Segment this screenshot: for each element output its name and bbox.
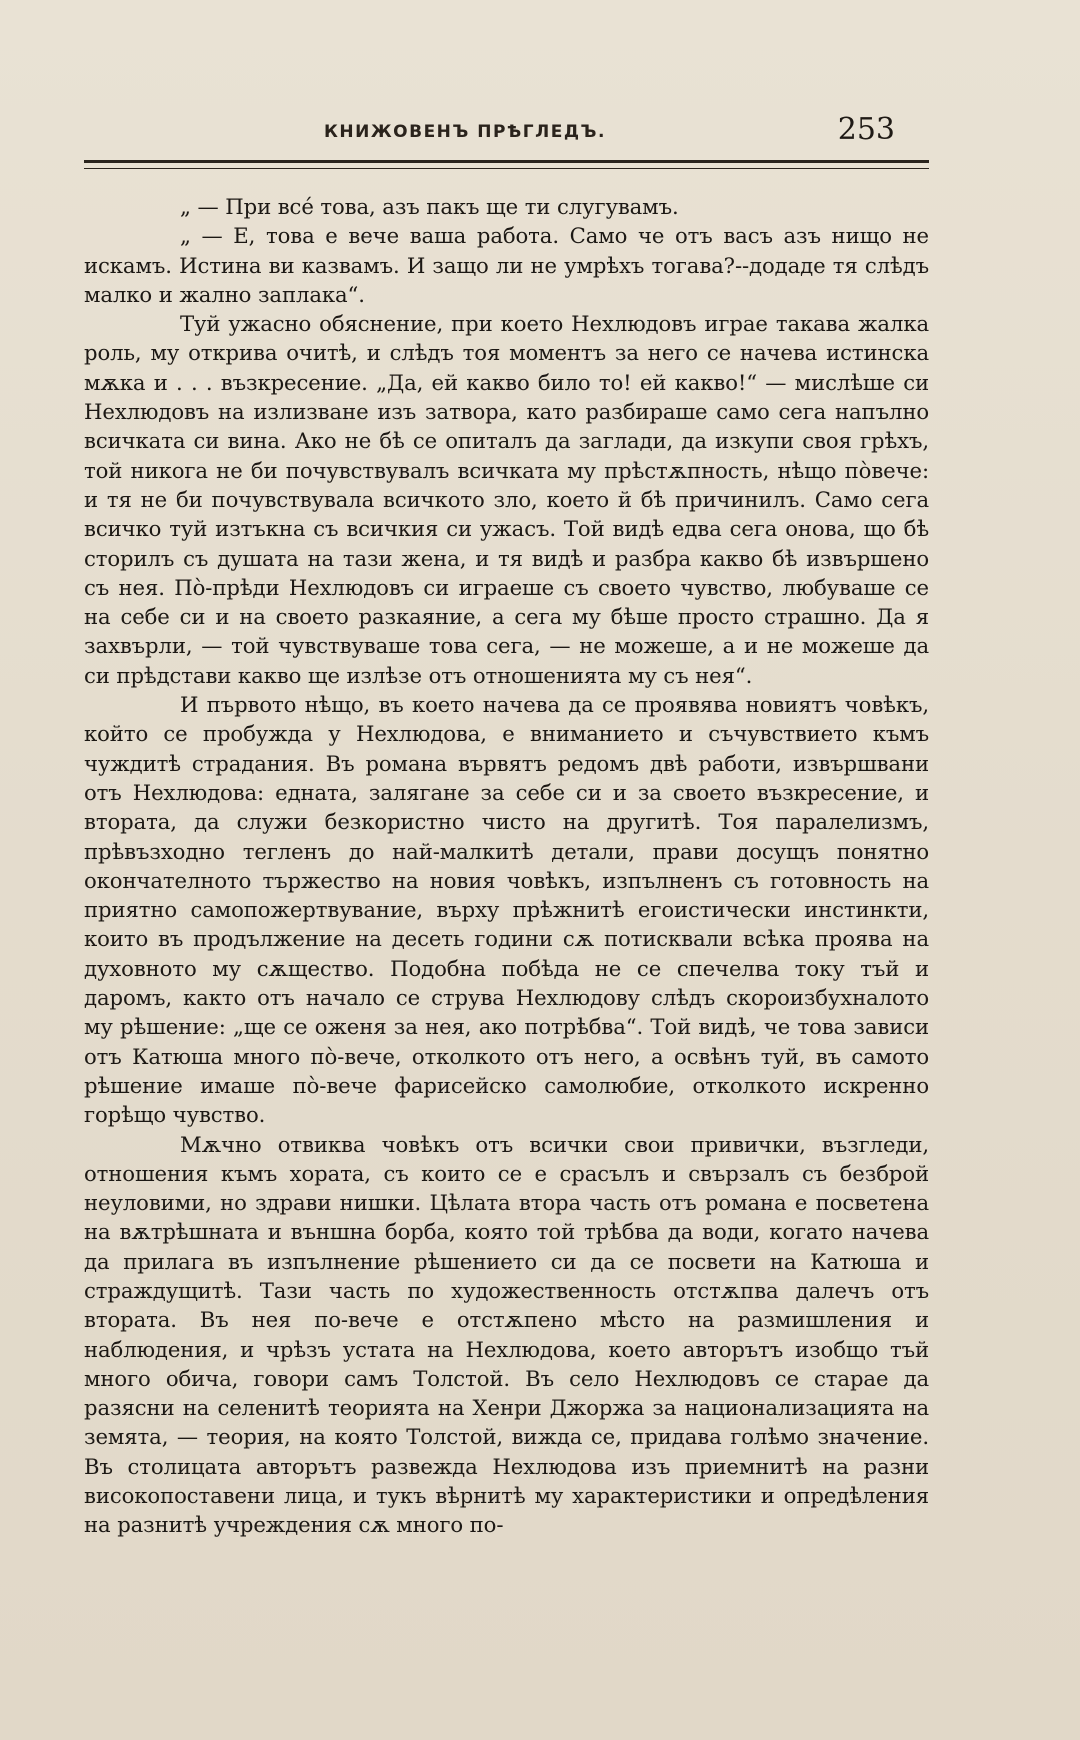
body-text <box>84 192 929 1540</box>
paragraph-1: „ — При всé това, азъ пакъ ще ти слугувамъ. <box>180 194 679 219</box>
paragraph-5: Мѫчно отвиква човѣкъ отъ всички свои привички, възгледи, отношения къмъ хората, съ които се е срасълъ и свързалъ съ безброй неуловими, но здрави нишки. Цѣлата втора часть отъ романа е посветена на вѫтрѣшната и външна борба, която той трѣбва да води, когато начева да прилага въ изпълнение рѣшението си да се посвети на Катюша и страждущитѣ. Тази часть по художественность отстѫпва далечъ отъ втората. Въ нея по-вече е отстѫпено мѣсто на размишления и наблюдения, и чрѣзъ устата на Нехлюдова, което авторътъ изобщо тъй много обича, говори самъ Толстой. Въ село Нехлюдовъ се старае да разясни на селенитѣ теорията на Хенри Джоржа за национализацията на земята, — теория, на която Толстой, вижда се, придава голѣмо значение. Въ столицата авторътъ развежда Нехлюдова изъ приемнитѣ на разни високопоставени лица, и тукъ вѣрнитѣ му характеристики и опредѣления на разнитѣ учреждения сѫ много по- <box>84 1131 929 1538</box>
page-header <box>84 112 929 156</box>
paragraph-3: Туй ужасно обяснение, при което Нехлюдовъ играе такава жалка роль, му открива очитѣ, и слѣдъ тоя моментъ за него се начева истинска мѫка и . . . възкресение. „Да, ей какво било то! ей какво!“ — мислѣше си Нехлюдовъ на излизване изъ затвора, като разбираше само сега напълно всичката си вина. Ако не бѣ се опиталъ да заглади, да изкупи своя грѣхъ, той никога не би почувствувалъ всичката му прѣстѫпность, нѣщо пòвече: и тя не би почувствувала всичкото зло, което й бѣ причинилъ. Само сега всичко туй изтъкна съ всичкия си ужасъ. Той видѣ едва сега онова, що бѣ сторилъ съ душата на тази жена, и тя видѣ и разбра какво бѣ извършено съ нея. Пò-прѣди Нехлюдовъ си играеше съ своето чувство, любуваше се на себе си и на своето разкаяние, а сега му бѣше просто страшно. Да я захвърли, — той чувствуваше това сега, — не можеше, а и не можеше да си прѣдстави какво ще излѣзе отъ отношенията му съ нея“. <box>84 311 929 688</box>
header-rule <box>84 160 929 169</box>
paragraph-4: И първото нѣщо, въ което начева да се проявява новиятъ човѣкъ, който се пробужда у Нехлюдова, е вниманието и съчувствието къмъ чуждитѣ страдания. Въ романа вървятъ редомъ двѣ работи, извършвани отъ Нехлюдова: едната, залягане за себе си и за своето възкресение, и втората, да служи безкористно чисто на другитѣ. Тоя паралелизмъ, прѣвъзходно тегленъ до най-малкитѣ детали, прави досущъ понятно окончателното тържество на новия човѣкъ, изпълненъ съ готовность на приятно самопожертвувание, върху прѣжнитѣ егоистически инстинкти, които въ продължение на десеть години сѫ потисквали всѣка проява на духовното му сѫщество. Подобна побѣда не се спечелва току тъй и даромъ, както отъ начало се струва Нехлюдову слѣдъ скороизбухналото му рѣшение: „ще се оженя за нея, ако потрѣбва“. Той видѣ, че това зависи отъ Катюша много пò-вече, отколкото отъ него, а освѣнъ туй, въ самото рѣшение имаше пò-вече фарисейско самолюбие, отколкото искренно горѣщо чувство. <box>84 692 929 1128</box>
page-number: 253 <box>837 112 895 147</box>
paragraph-2: „ — Е, това е вече ваша работа. Само че отъ васъ азъ нищо не искамъ. Истина ви казвамъ. И защо ли не умрѣхъ тогава?--додаде тя слѣдъ малко и жално заплака“. <box>84 223 929 307</box>
running-title: КНИЖОВЕНЪ ПРѢГЛЕДЪ. <box>324 122 606 142</box>
